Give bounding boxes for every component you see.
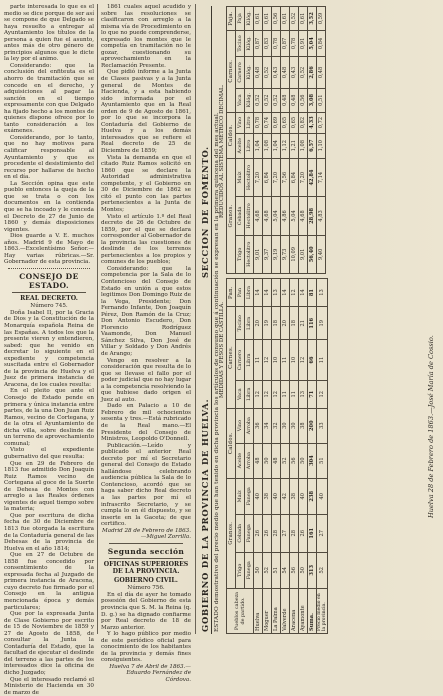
- price-cell: 7,20: [272, 158, 281, 196]
- sum-row: [308, 279, 317, 634]
- column-header: Cebada: [236, 514, 245, 552]
- sum-cell: 5,04: [308, 30, 317, 56]
- mean-cell: 9,40: [317, 235, 326, 273]
- column-header: Tocino: [236, 30, 245, 56]
- unit-header: Hectolitro: [245, 235, 254, 273]
- units-caption-left: MEDIDAS Y PESOS DE CASTILLA.: [219, 301, 225, 398]
- price-cell: 10: [272, 340, 281, 380]
- price-cell: 0,61: [299, 7, 308, 31]
- price-cell: 26: [299, 514, 308, 552]
- paragraph: Visto el artículo 1.º del Real decreto de 26 de Octubre de 1859, por el que se declara corresponder al Gobernador de la provincia las cuestiones de deslinde de los terrenos pertenecientes a los propios y comunes de los pueblos;: [101, 213, 191, 266]
- text-column-left: [4, 4, 94, 696]
- table-row: [281, 279, 290, 634]
- table-row: [290, 7, 299, 274]
- price-cell: 13: [272, 279, 281, 307]
- mean-cell: 52: [317, 552, 328, 588]
- price-cell: 27: [281, 514, 290, 552]
- price-cell: 12: [263, 380, 272, 408]
- table-row: [299, 279, 308, 634]
- price-cell: 0,82: [299, 112, 308, 133]
- price-cell: 0,52: [263, 88, 272, 112]
- paragraph: Dado en Palacio a 10 de Febrero de mil ochocientos sesenta y tres.—Está rubricado de la Real mano.—El Presidente del Consejo de Ministros, Leopoldo O'Donnell.: [101, 403, 191, 443]
- price-cell: 18: [290, 307, 299, 340]
- price-cell: 0,52: [272, 88, 281, 112]
- mean-cell: 1,10: [317, 133, 326, 158]
- price-cell: 12: [263, 340, 272, 380]
- price-cell: 9,01: [254, 235, 263, 273]
- table-footer: Huelva 28 de Febrero de 1863.—José María de Cossio.: [427, 335, 435, 518]
- price-cell: 9,19: [272, 235, 281, 273]
- column-header: Cebada: [236, 197, 245, 235]
- unit-header: Libra: [245, 340, 254, 380]
- price-cell: 1,08: [299, 133, 308, 158]
- table-header-row: [236, 279, 245, 634]
- column-header: Aceite: [236, 443, 245, 478]
- price-cell: 0,52: [299, 57, 308, 89]
- price-cell: 0,78: [290, 30, 299, 56]
- paragraph: Que pidió informe a la Junta de Clases pasivas y a la Junta general de Montes de Hacienda, y a esta habiendo sido informada por el Ayuntamiento que en la Real orden de 9 de Agosto de 1861, por lo que se incorpora la Contaduría del Gobierno de Huelva y a los demás interesados que se refiere el Real decreto de 25 de Diciembre de 1859;: [101, 69, 191, 155]
- price-cell: 1,12: [281, 133, 290, 158]
- price-cell: 40: [254, 478, 263, 514]
- price-cell: 12: [290, 279, 299, 307]
- sum-cell: 2,86: [308, 57, 317, 89]
- sum-cell: 313: [308, 552, 317, 588]
- price-table-metric: [226, 6, 326, 274]
- price-cell: 51: [272, 552, 281, 588]
- table-header-row: [236, 7, 245, 274]
- price-cell: 0,69: [272, 112, 281, 133]
- price-cell: 40: [299, 478, 308, 514]
- price-cell: 9,01: [299, 235, 308, 273]
- sum-cell: 81: [308, 279, 317, 307]
- subheading: OFICINAS SUPERIORES DE LA PROVINCIA.: [103, 560, 189, 576]
- price-cell: 0,56: [272, 7, 281, 31]
- sum-label: Suma.: [308, 589, 317, 634]
- paragraph: Y lo hago público por medio de este periódico oficial para conocimiento de los habitantes de la provincia y demás fines consiguientes.: [101, 631, 191, 664]
- price-cell: 6,84: [290, 158, 299, 196]
- sum-cell: 6,57: [308, 133, 317, 158]
- column-header: Vino: [236, 408, 245, 443]
- mean-cell: 0,59: [317, 7, 326, 31]
- sum-cell: 200: [308, 408, 317, 443]
- price-cell: 14: [263, 279, 272, 307]
- table-heading-left: GOBIERNO DE LA PROVINCIA DE HUELVA.: [200, 398, 210, 632]
- price-cell: 52: [281, 443, 290, 478]
- unit-header: Libra: [245, 307, 254, 340]
- pueblos-column-header: Pueblos cabeza de partido.: [227, 589, 254, 634]
- price-table-castilian: [226, 278, 328, 634]
- price-cell: 5,04: [272, 197, 281, 235]
- price-cell: 10: [290, 340, 299, 380]
- group-header: Caldos.: [227, 112, 236, 158]
- price-cell: 14: [254, 279, 263, 307]
- price-cell: 0,43: [272, 57, 281, 89]
- mean-cell: 0,51: [317, 88, 326, 112]
- sum-cell: 116: [308, 307, 317, 340]
- table-row: [263, 7, 272, 274]
- table-row: [254, 7, 263, 274]
- rotated-price-table: [198, 2, 442, 638]
- sum-cell: 4,33: [308, 112, 317, 133]
- column-header: Paja: [236, 7, 245, 31]
- sum-cell: 161: [308, 514, 317, 552]
- unit-header: Kilóg.: [245, 88, 254, 112]
- mean-cell: 27: [317, 514, 328, 552]
- price-cell: 0,74: [263, 112, 272, 133]
- mean-cell: 4,83: [317, 197, 326, 235]
- price-cell: 32: [272, 408, 281, 443]
- paragraph: Considerando, por lo tanto, que no hay motivos para calificar responsable al Ayuntamiento y que es procedente el desistimiento del recurso por hallarse de hecho en el día.: [4, 134, 94, 181]
- mean-cell: 13: [317, 279, 328, 307]
- table-row: [272, 279, 281, 634]
- paragraph: Publicación.—Leído y publicado el anterior Real decreto por mí el Secretario general del Consejo de Estado hallándose celebrando audiencia pública la Sala de lo Contencioso, acordó que se haga saber dicho Real decreto a las partes por mí el infrascrito Secretario, y se cumpla lo en él dispuesto, y se inserte en la Gaceta; de que certifico.: [101, 442, 191, 528]
- price-cell: 4,86: [281, 197, 290, 235]
- sum-cell: 28,98: [308, 197, 317, 235]
- column-header: Vino: [236, 112, 245, 133]
- column-header: Aceite: [236, 133, 245, 158]
- unit-header: Fanega: [245, 514, 254, 552]
- sum-cell: 71: [308, 380, 317, 408]
- divider: [109, 558, 183, 559]
- table-title: ESTADO demostrativo del precio medio que han tenido en dicha provincia los artículos de consumo que á continuación se expresan en la primera quincena del mes actual.: [214, 112, 220, 632]
- price-cell: 0,78: [254, 112, 263, 133]
- subheading: REAL DECRETO.: [20, 294, 78, 302]
- table-row: [290, 279, 299, 634]
- divider: [8, 268, 90, 269]
- price-cell: 0,61: [281, 7, 290, 31]
- table-heading-right: SECCION DE FOMENTO.: [200, 146, 210, 278]
- price-cell: 0,61: [254, 7, 263, 31]
- price-cell: 0,91: [299, 30, 308, 56]
- column-header: Pan: [236, 279, 245, 307]
- price-cell: 4,68: [254, 197, 263, 235]
- section-heading: Segunda sección: [107, 546, 185, 556]
- signature-line: Huelva 7 de Abril de 1863.—Eduardo Fernández de Córdova.: [109, 663, 191, 683]
- table-row: [263, 279, 272, 634]
- paragraph: Considerando: que la conclusión del enfiteuta es el ahorro de tramitación que se concede en el derecho, y adquisiciones al pagar la sanción en el tiempo expresamente con que Delgado ha fijado hecho a los montes de quienes dispone ofrece por lo tanto consideración a los exámenes.: [4, 62, 94, 135]
- price-cell: 30: [290, 408, 299, 443]
- mean-cell: 19: [317, 307, 328, 340]
- column-rule: [195, 4, 196, 634]
- column-rule: [97, 4, 98, 634]
- price-cell: 30: [281, 408, 290, 443]
- sum-cell: 3,52: [308, 7, 317, 31]
- sum-cell: 304: [308, 443, 317, 478]
- pueblo-name: Huelva: [254, 589, 263, 634]
- price-cell: 50: [299, 443, 308, 478]
- paragraph: En el día de ayer he tomado posesión del Gobierno de esta provincia que S. M. la Reina (q. D. g.) se ha dignado confiarme por Real decreto de 18 de Marzo anterior.: [101, 591, 191, 631]
- unit-header-row: [245, 7, 254, 274]
- price-cell: 52: [263, 552, 272, 588]
- mean-cell: 40: [317, 478, 328, 514]
- paragraph: En el pleito que ante el Consejo de Estado pende en primera y única instancia entre partes, de la una Don Juan Ruiz Ramos, vecino de Cortegana, y de la otra el Ayuntamiento de dicha villa, sobre deslinde de un terreno de aprovechamiento comunal;: [4, 388, 94, 447]
- price-cell: 14: [299, 279, 308, 307]
- group-header: Carnes.: [227, 30, 236, 112]
- sum-cell: 42,84: [308, 158, 317, 196]
- price-cell: 50: [263, 443, 272, 478]
- unit-header: Fanega: [245, 478, 254, 514]
- mean-row: [317, 279, 328, 634]
- price-cell: 9,73: [281, 235, 290, 273]
- text-column-middle: [101, 4, 191, 683]
- price-cell: 56: [290, 552, 299, 588]
- price-cell: 50: [299, 552, 308, 588]
- price-cell: 54: [281, 552, 290, 588]
- mean-cell: 0,72: [317, 112, 326, 133]
- table-row: [254, 279, 263, 634]
- price-cell: 14: [281, 279, 290, 307]
- price-cell: 5,04: [290, 197, 299, 235]
- group-header: Granos.: [227, 478, 236, 588]
- notice-number: Número 756.: [127, 585, 165, 592]
- unit-header-row: [245, 279, 254, 634]
- price-cell: 0,56: [299, 88, 308, 112]
- pueblo-name: Ayamonte: [299, 589, 308, 634]
- price-cell: 20: [281, 307, 290, 340]
- price-cell: 38: [299, 408, 308, 443]
- price-cell: 36: [254, 408, 263, 443]
- group-header: Paja.: [227, 7, 236, 31]
- unit-header: Libra: [245, 380, 254, 408]
- unit-header: Kilóg.: [245, 57, 254, 89]
- price-cell: 12: [272, 380, 281, 408]
- price-cell: 50: [254, 552, 263, 588]
- sum-cell: 56,40: [308, 235, 317, 273]
- unit-header: Hectolitro: [245, 158, 254, 196]
- column-header: Trigo: [236, 235, 245, 273]
- paragraph: Que en 29 de Febrero de 1813 fue admitido Don Joaquín Ruiz Ramos vecino de Cortegana al goce de la Suerte de Dehesa de Montes con arreglo a las Reales órdenes vigentes de aquel tiempo sobre la materia;: [4, 460, 94, 513]
- price-cell: 0,78: [272, 30, 281, 56]
- notice-number: Número 745.: [30, 303, 68, 310]
- price-cell: 21: [299, 307, 308, 340]
- column-header: Vaca: [236, 88, 245, 112]
- price-cell: 0,48: [254, 57, 263, 89]
- divider: [109, 543, 183, 544]
- price-cell: 0,87: [281, 30, 290, 56]
- table-row: [272, 7, 281, 274]
- price-cell: 19: [263, 307, 272, 340]
- sum-cell: 66: [308, 340, 317, 380]
- column-header: Carnero: [236, 57, 245, 89]
- price-cell: 0,52: [263, 57, 272, 89]
- price-cell: 0,87: [254, 30, 263, 56]
- price-cell: 0,65: [290, 112, 299, 133]
- mean-cell: 51: [317, 443, 328, 478]
- price-cell: 34: [263, 408, 272, 443]
- price-cell: 11: [290, 380, 299, 408]
- table-header-row: [227, 279, 236, 634]
- mean-cell: 11: [317, 340, 328, 380]
- price-cell: 40: [272, 478, 281, 514]
- price-cell: 6,84: [263, 158, 272, 196]
- price-cell: 4,68: [299, 197, 308, 235]
- section-heading: CONSEJO DE ESTADO.: [19, 271, 79, 290]
- column-header: Tocino: [236, 307, 245, 340]
- mean-cell: 0,48: [317, 57, 326, 89]
- price-cell: 28: [272, 514, 281, 552]
- price-cell: 1,04: [272, 133, 281, 158]
- paragraph: parte interesada lo que es el medio se dice porque de ser así se compone de que Delgado se haya resuelto a entregar al Ayuntamiento los títulos de la persona a quien fue el asunto, antes más de otro género de principios algunos que le dicte la ley por el animo.: [4, 4, 94, 63]
- price-cell: 11: [254, 340, 263, 380]
- paragraph: 1861 cuales aquel acudido y sobre las resoluciones se clasificaron con arreglo a la misma vía de Procedimiento en lo que no puede comprenderse, expresado los montes que le competía en tramitación no le gozar, cuestionando su aprovechamiento en la Reclamación Presente.: [101, 4, 191, 69]
- divider: [12, 292, 86, 293]
- paragraph: Visto el expediente gubernativo del que resulta:: [4, 447, 94, 460]
- column-header: Trigo: [236, 552, 245, 588]
- unit-header: Kilóg.: [245, 30, 254, 56]
- heading-rule: [211, 6, 212, 634]
- table-row: [299, 7, 308, 274]
- price-cell: 0,83: [263, 30, 272, 56]
- price-cell: 12: [254, 380, 263, 408]
- price-cell: 38: [290, 478, 299, 514]
- mean-row: [317, 7, 326, 274]
- paragraph: Que en 27 de Octubre de 1858 fue concedido por consentimiento de la expresada fecha al Juzgado de primera instancia de Aracena, cuyo decreto fue firmado por el Consejo en la antigua mencionada época y demás particulares;: [4, 552, 94, 611]
- price-cell: 26: [263, 514, 272, 552]
- unit-header: Kilóg.: [245, 7, 254, 31]
- price-cell: 20: [254, 307, 263, 340]
- price-cell: 9,37: [263, 235, 272, 273]
- sum-cell: 3,08: [308, 88, 317, 112]
- sum-cell: 238: [308, 478, 317, 514]
- mean-cell: 12: [317, 380, 328, 408]
- group-header: Carnes.: [227, 307, 236, 409]
- paragraph: Vengo en resolver a la consideración que resulta de lo que se llevase el fallo por el poder judicial que no hay lugar a la competencia resolviendo la que hubiese dado origen el Juez al auto.: [101, 357, 191, 403]
- price-cell: 48: [254, 443, 263, 478]
- mean-label: Precio medio en la provincia.: [317, 589, 328, 634]
- signature-line: Madrid 28 de Febrero de 1863.—Miguel Zorrilla.: [102, 527, 191, 541]
- paragraph: La Sección opina que este pueblo entonces la queja de la que se trata o con los documentos en la contienda que se ha incoado y le conceda el Decreto de 27 de Junio de 1860 y demás disposiciones vigentes.: [4, 180, 94, 233]
- mean-cell: 33: [317, 408, 328, 443]
- price-cell: 11: [281, 340, 290, 380]
- price-cell: 0,52: [254, 88, 263, 112]
- price-cell: 7,20: [299, 158, 308, 196]
- price-cell: 10,09: [290, 235, 299, 273]
- price-cell: 0,48: [281, 57, 290, 89]
- unit-header: Hectolitro: [245, 197, 254, 235]
- price-cell: 0,52: [290, 7, 299, 31]
- price-cell: 42: [281, 478, 290, 514]
- price-cell: 1,08: [263, 133, 272, 158]
- paragraph: Que por escritura de dicha fecha de 30 de Diciembre de 1813 fue otorgada la escritura de la Contaduría general de las Dehesas de la provincia de Huelva en el año 1814;: [4, 512, 94, 552]
- price-cell: 18: [272, 307, 281, 340]
- unit-header: Arroba: [245, 408, 254, 443]
- price-cell: 26: [254, 514, 263, 552]
- price-cell: 7,20: [254, 158, 263, 196]
- table-header-row: [227, 7, 236, 274]
- group-header: Caldos.: [227, 408, 236, 478]
- unit-header: Fanega: [245, 552, 254, 588]
- price-cell: 11: [281, 380, 290, 408]
- subheading: GOBIERNO CIVIL.: [114, 576, 178, 584]
- paragraph: Dios guarde a V. E. muchos años. Madrid 9 de Mayo de 1863.—Excelentísimo Señor.—Hay varias rúbricas.—Sr. Gobernador de esta provincia.: [4, 233, 94, 266]
- unit-header: Litro: [245, 112, 254, 133]
- pueblo-name: Moguer: [263, 589, 272, 634]
- price-cell: 0,65: [281, 112, 290, 133]
- price-cell: 28: [290, 514, 299, 552]
- price-cell: 1,21: [290, 133, 299, 158]
- table-row: [281, 7, 290, 274]
- price-cell: 1,04: [254, 133, 263, 158]
- column-header: Carnero: [236, 340, 245, 380]
- mean-cell: 0,84: [317, 30, 326, 56]
- group-header: Granos.: [227, 158, 236, 273]
- price-cell: 38: [263, 478, 272, 514]
- paragraph: Vista la demanda en que el citado Ruiz Ramos solicitó en 1860 que se declare la Autoridad administrativa competente, y el Gobierno en 30 de Diciembre de 1862 se citó el punto con las partes pertenecientes a la Junta de Montes;: [101, 154, 191, 213]
- pueblo-name: La Palma: [272, 589, 281, 634]
- price-cell: 0,48: [290, 88, 299, 112]
- price-cell: 4,68: [263, 197, 272, 235]
- unit-header: Libra: [245, 279, 254, 307]
- units-caption-right: REDUCIDOS AL SISTEMA MÉTRICO DECIMAL.: [219, 84, 225, 218]
- unit-header: Arroba: [245, 443, 254, 478]
- price-cell: 12: [299, 340, 308, 380]
- pueblo-name: Aracena: [290, 589, 299, 634]
- paragraph: Considerando: que la competencia por la Sala de lo Contencioso del Consejo de Estado en unión a que estos legitimos Don Domingo Ruiz de la Vega, Presidente; Don Fernando Infante, Don Joaquín Pérez, Don Ramón de la Cruz; Don Antonio Escudero, Don Florencio Rodríguez Vaamonde, Don Manuel Sánchez Silva, Don José de Villar y Soldado y Don Andrés de Arango;: [101, 265, 191, 357]
- sum-row: [308, 7, 317, 274]
- column-header: Maíz: [236, 478, 245, 514]
- price-cell: 0,48: [281, 88, 290, 112]
- price-cell: 7,56: [281, 158, 290, 196]
- column-header: Maíz: [236, 158, 245, 196]
- group-header: Pan.: [227, 279, 236, 307]
- price-cell: 13: [299, 380, 308, 408]
- column-header: Vaca: [236, 380, 245, 408]
- price-cell: 48: [272, 443, 281, 478]
- unit-header: Litro: [245, 133, 254, 158]
- pueblo-name: Valverde: [281, 589, 290, 634]
- price-cell: 56: [290, 443, 299, 478]
- price-cell: 0,43: [290, 57, 299, 89]
- paragraph: Doña Isabel II, por la Gracia de Dios y la Constitución de la Monarquía española Reina de las Españas. A todos los que la presente vieren y entendieren, sabed: que he venido en decretar lo siguiente en el expediente y competencia suscitada entre el Gobernador de la provincia de Huelva y el Juez de primera instancia de Aracena, de los cuales resulta:: [4, 309, 94, 388]
- paragraph: Que por la expresada Junta de Clase Gobierno por escrito de 15 de Noviembre de 1859 y 27 de Agosto de 1858, de consultar la Junta la Contaduría del Estado, que la facultad de ejecutar el deslinde del terreno a las partes de los interesados dice la oficina de dicho Juzgado;: [4, 611, 94, 676]
- price-table-frame: [198, 2, 442, 638]
- price-cell: 0,61: [263, 7, 272, 31]
- mean-cell: 7,14: [317, 158, 326, 196]
- paragraph: Que el interesado reclamó el Ministerio de Hacienda en 30 de marzo de: [4, 676, 94, 696]
